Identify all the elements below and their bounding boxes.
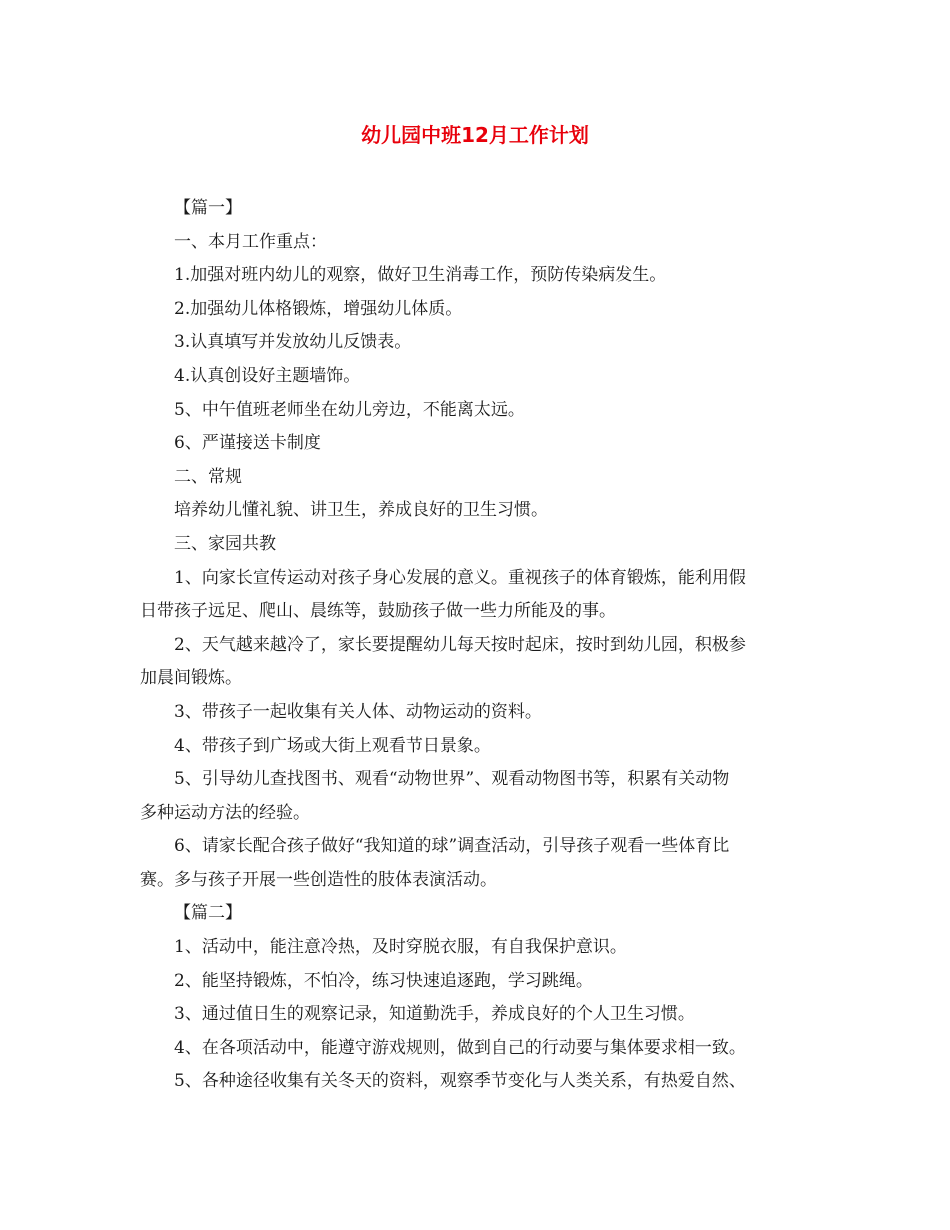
paragraph: 6、请家长配合孩子做好“我知道的球”调查活动，引导孩子观看一些体育比 [174, 836, 730, 857]
paragraph: 2.加强幼儿体格锻炼，增强幼儿体质。 [174, 298, 463, 319]
paragraph: 1.加强对班内幼儿的观察，做好卫生消毒工作，预防传染病发生。 [174, 265, 667, 286]
paragraph: 1、向家长宣传运动对孩子身心发展的意义。重视孩子的体育锻炼，能利用假 [174, 567, 746, 588]
paragraph: 三、家园共教 [174, 533, 276, 554]
paragraph: 2、天气越来越冷了，家长要提醒幼儿每天按时起床，按时到幼儿园，积极参 [174, 634, 746, 655]
paragraph: 5、中午值班老师坐在幼儿旁边，不能离太远。 [174, 399, 525, 420]
document-title: 幼儿园中班12月工作计划 [361, 123, 589, 147]
paragraph: 二、常规 [174, 466, 242, 487]
paragraph: 3、通过值日生的观察记录，知道勤洗手，养成良好的个人卫生习惯。 [174, 1004, 695, 1025]
paragraph-continuation: 赛。多与孩子开展一些创造性的肢体表演活动。 [140, 869, 497, 890]
paragraph: 6、严谨接送卡制度 [174, 433, 321, 454]
paragraph: 一、本月工作重点： [174, 231, 327, 252]
paragraph: 2、能坚持锻炼，不怕冷，练习快速追逐跑，学习跳绳。 [174, 970, 593, 991]
paragraph: 4.认真创设好主题墙饰。 [174, 365, 361, 386]
paragraph-continuation: 多种运动方法的经验。 [140, 802, 310, 823]
paragraph-continuation: 加晨间锻炼。 [140, 668, 242, 689]
paragraph: 4、带孩子到广场或大街上观看节日景象。 [174, 735, 491, 756]
document-body [140, 192, 815, 1099]
paragraph: 1、活动中，能注意冷热，及时穿脱衣服，有自我保护意识。 [174, 937, 627, 958]
paragraph: 5、引导幼儿查找图书、观看“动物世界”、观看动物图书等，积累有关动物 [174, 769, 730, 790]
section-heading: 【篇一】 [174, 198, 242, 218]
paragraph: 4、在各项活动中，能遵守游戏规则，做到自己的行动要与集体要求相一致。 [174, 1037, 746, 1058]
paragraph-continuation: 日带孩子远足、爬山、晨练等，鼓励孩子做一些力所能及的事。 [140, 601, 616, 622]
paragraph: 5、各种途径收集有关冬天的资料，观察季节变化与人类关系，有热爱自然、 [174, 1071, 746, 1092]
paragraph: 3.认真填写并发放幼儿反馈表。 [174, 332, 412, 353]
paragraph: 3、带孩子一起收集有关人体、动物运动的资料。 [174, 701, 542, 722]
paragraph: 培养幼儿懂礼貌、讲卫生，养成良好的卫生习惯。 [174, 500, 548, 521]
section-heading: 【篇二】 [174, 903, 242, 924]
